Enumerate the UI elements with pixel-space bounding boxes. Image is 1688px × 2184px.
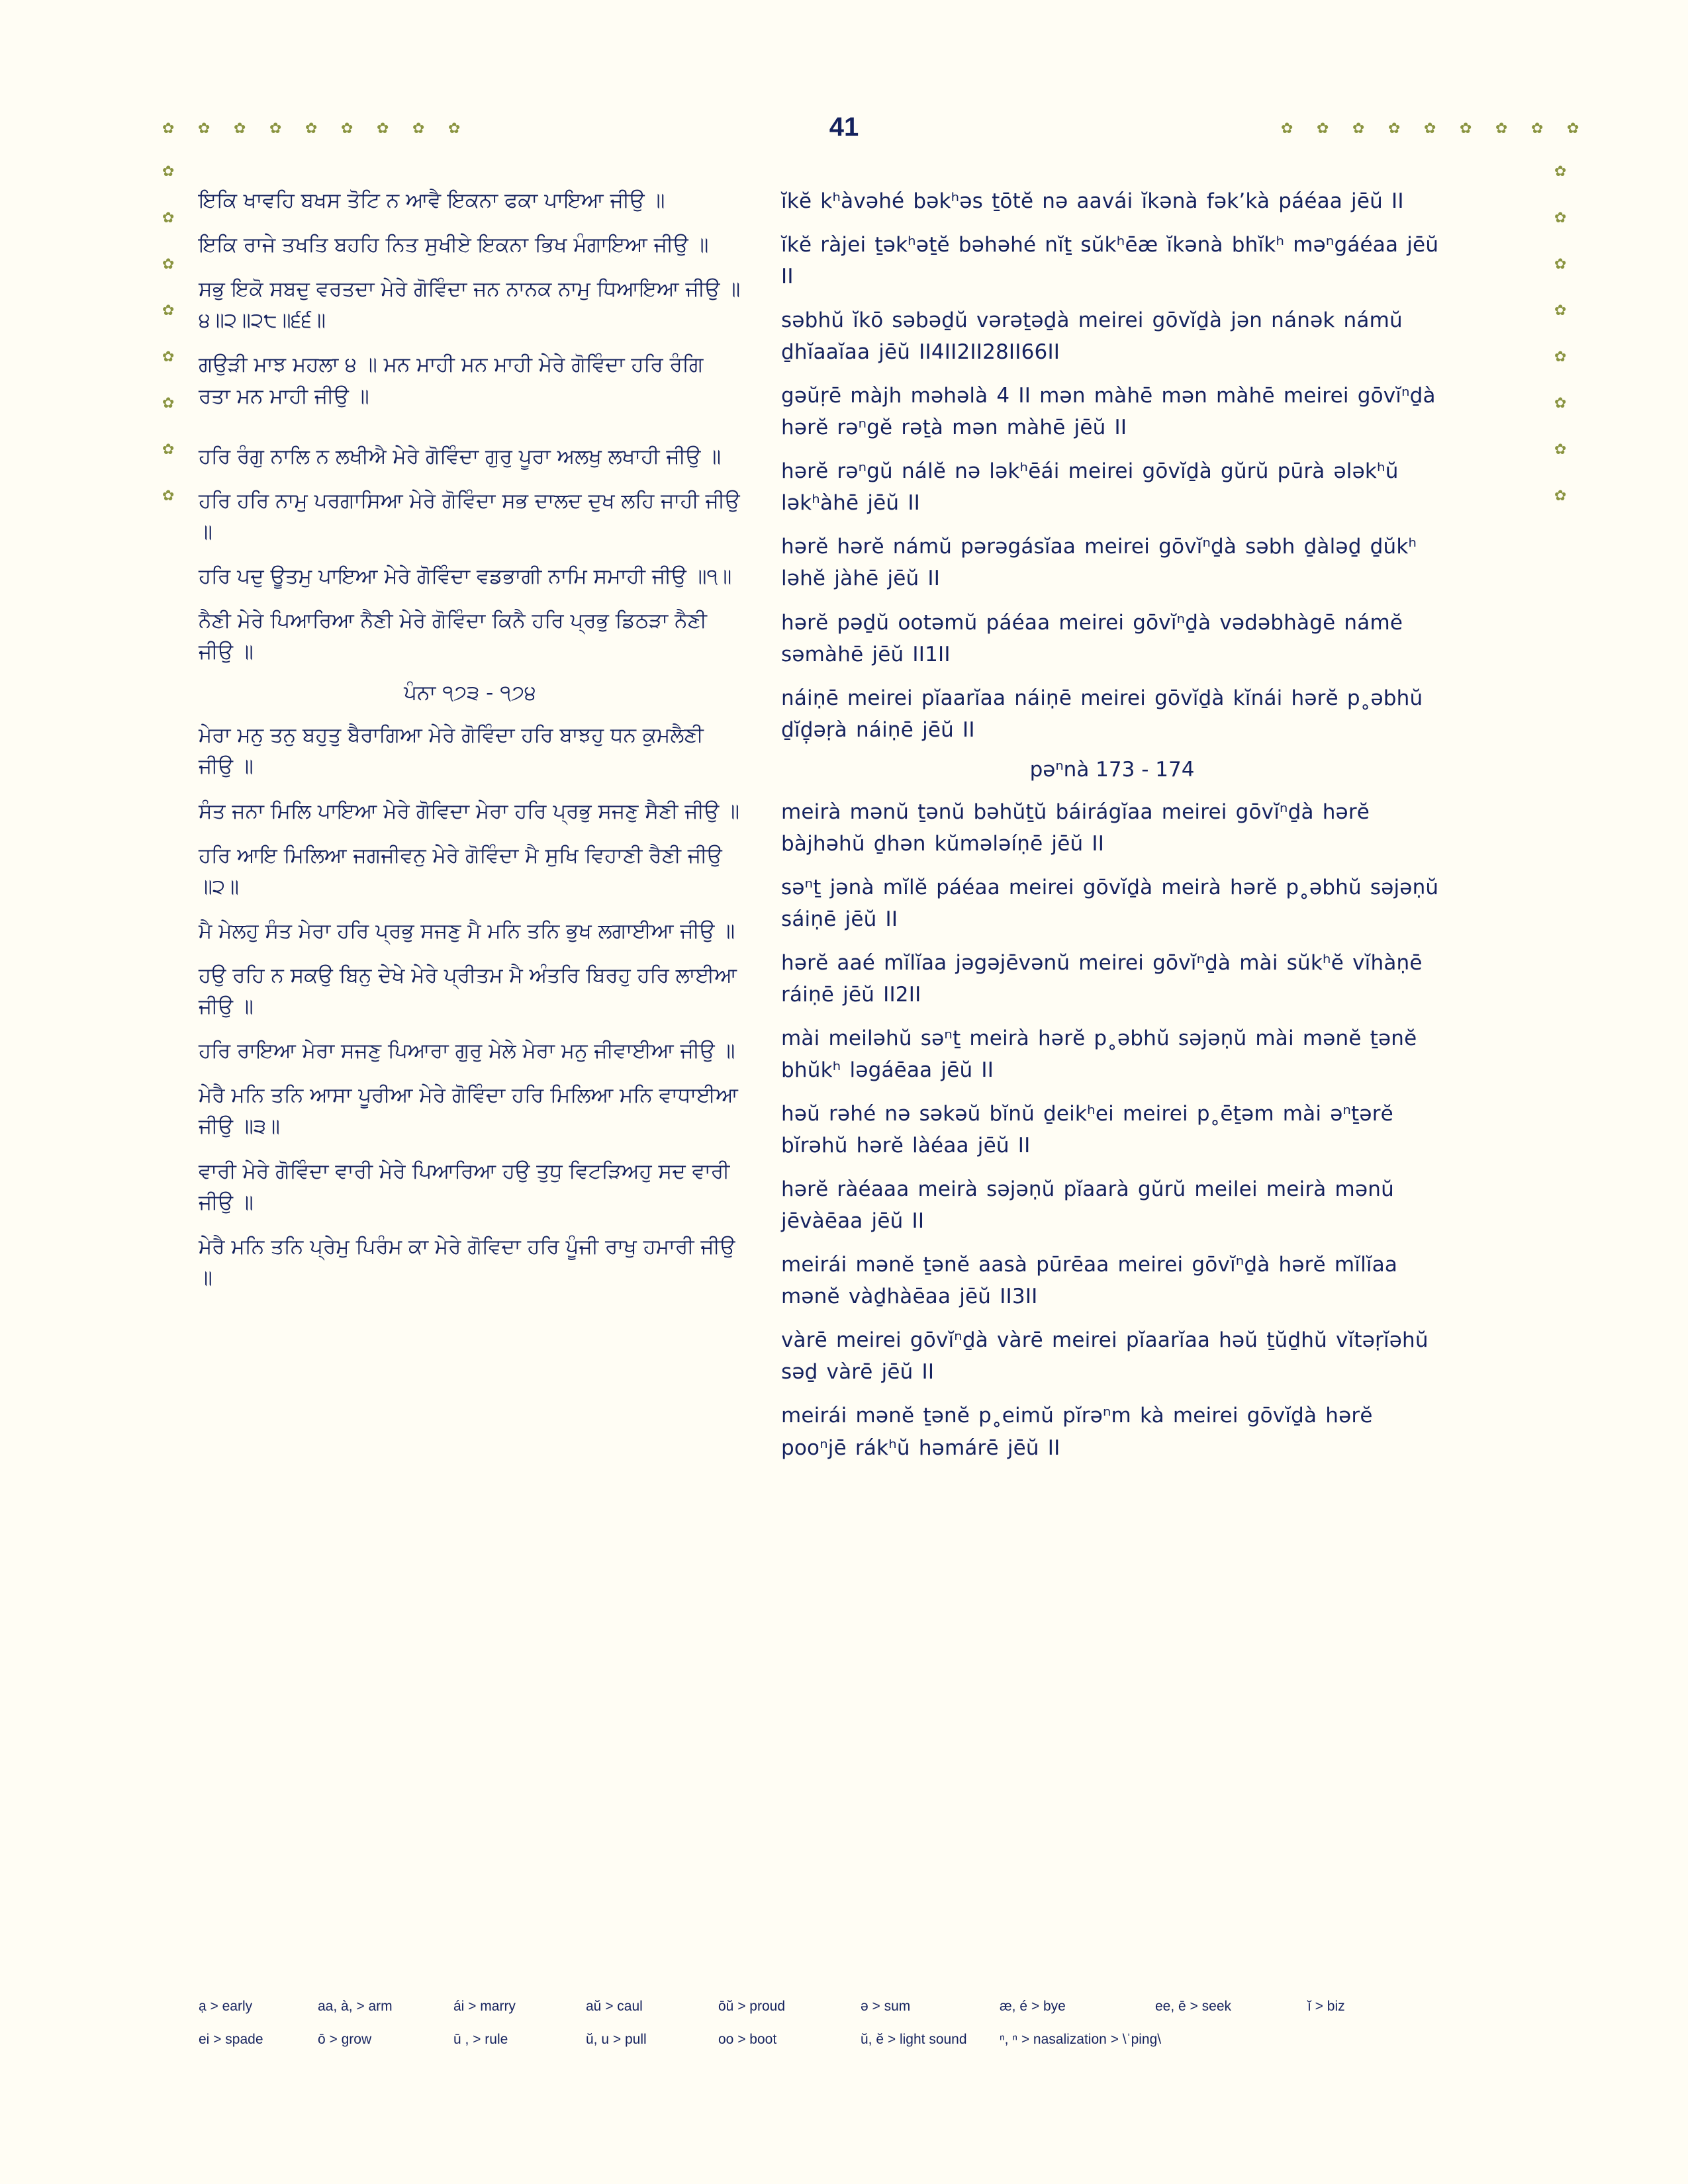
legend-item: ạ > early <box>199 1999 253 2014</box>
legend-item: ŭ, u > pull <box>586 2032 647 2047</box>
flower-icon <box>162 304 174 316</box>
translit-line: ĭkĕ ràjei ṯəkʰəṯĕ bəhəhé nĭṯ sŭkʰēæ ĭkənà bhĭkʰ məⁿgáéaa jēŭ II <box>781 233 1439 289</box>
translit-line: hərĕ hərĕ námŭ pərəgásĭaa meirei gōvĭⁿḏà səbh ḏàləḏ ḏŭkʰ ləhĕ jàhē jēŭ II <box>781 535 1417 591</box>
verse-line: ਹਰਿ ਆਇ ਮਿਲਿਆ ਜਗਜੀਵਨੁ ਮੇਰੇ ਗੋਵਿੰਦਾ ਮੈ ਸੁਖਿ ਵਿਹਾਣੀ ਰੈਣੀ ਜੀਉ ॥੨॥ <box>199 843 722 899</box>
legend-item: ái > marry <box>453 1999 516 2014</box>
flower-icon <box>162 397 174 409</box>
transliteration-text-column <box>781 185 1443 1476</box>
verse-line: ਮੇਰੈ ਮਨਿ ਤਨਿ ਆਸਾ ਪੂਰੀਆ ਮੇਰੇ ਗੋਵਿੰਦਾ ਹਰਿ ਮਿਲਿਆ ਮਨਿ ਵਾਧਾਈਆ ਜੀਉ ॥੩॥ <box>199 1083 738 1139</box>
legend-item: aa, à, > arm <box>318 1999 393 2014</box>
translit-line: náiṇē meirei pĭaarĭaa náiṇē meirei gōvĭḏà kĭnái hərĕ p˳əbhŭ ḏĭḏ̣əṛà náiṇē jēŭ II <box>781 686 1423 742</box>
verse-line: ਸੰਤ ਜਨਾ ਮਿਲਿ ਪਾਇਆ ਮੇਰੇ ਗੋਵਿਦਾ ਮੇਰਾ ਹਰਿ ਪ੍ਰਭੁ ਸਜਣੁ ਸੈਣੀ ਜੀਉ ॥ <box>199 799 740 823</box>
verse-line: ਹਰਿ ਹਰਿ ਨਾਮੁ ਪਰਗਾਸਿਆ ਮੇਰੇ ਗੋਵਿੰਦਾ ਸਭ ਦਾਲਦ ਦੁਖ ਲਹਿ ਜਾਹੀ ਜੀਉ ॥ <box>199 488 740 544</box>
gurmukhi-text-column <box>199 185 741 1307</box>
verse-line: ਮੈ ਮੇਲਹੁ ਸੰਤ ਮੇਰਾ ਹਰਿ ਪ੍ਰਭੁ ਸਜਣੁ ਮੈ ਮਨਿ ਤਨਿ ਭੁਖ ਲਗਾਈਆ ਜੀਉ ॥ <box>199 919 735 943</box>
legend-item: ōŭ > proud <box>718 1999 786 2014</box>
verse-line: ਹਉ ਰਹਿ ਨ ਸਕਉ ਬਿਨੁ ਦੇਖੇ ਮੇਰੇ ਪ੍ਰੀਤਮ ਮੈ ਅੰਤਰਿ ਬਿਰਹੁ ਹਰਿ ਲਾਈਆ ਜੀਉ ॥ <box>199 963 737 1019</box>
translit-line: ĭkĕ kʰàvəhé bəkʰəs ṯōtĕ nə aavái ĭkənà fək’kà páéaa jēŭ II <box>781 189 1404 213</box>
decorative-flower-column-left <box>162 165 174 502</box>
legend-item: ū , > rule <box>453 2032 508 2047</box>
flower-icon <box>162 212 174 224</box>
verse-line: ਹਰਿ ਰਾਇਆ ਮੇਰਾ ਸਜਣੁ ਪਿਆਰਾ ਗੁਰੁ ਮੇਲੇ ਮੇਰਾ ਮਨੁ ਜੀਵਾਈਆ ਜੀਉ ॥ <box>199 1039 735 1064</box>
verse-line: ਨੈਣੀ ਮੇਰੇ ਪਿਆਰਿਆ ਨੈਣੀ ਮੇਰੇ ਗੋਵਿੰਦਾ ਕਿਨੈ ਹਰਿ ਪ੍ਰਭੁ ਡਿਠੜਾ ਨੈਣੀ ਜੀਉ ॥ <box>199 609 707 664</box>
flower-icon <box>1554 490 1566 502</box>
flower-icon <box>162 258 174 270</box>
verse-line: ਵਾਰੀ ਮੇਰੇ ਗੋਵਿੰਦਾ ਵਾਰੀ ਮੇਰੇ ਪਿਆਰਿਆ ਹਉ ਤੁਧੁ ਵਿਟੜਿਅਹੁ ਸਦ ਵਾਰੀ ਜੀਉ ॥ <box>199 1159 730 1214</box>
flower-icon <box>162 165 174 177</box>
translit-line: hərĕ ràéaaa meirà səjəṇŭ pĭaarà gŭrŭ meilei meirà mənŭ jēvàēaa jēŭ II <box>781 1177 1394 1234</box>
verse-line: ਮੇਰਾ ਮਨੁ ਤਨੁ ਬਹੁਤੁ ਬੈਰਾਗਿਆ ਮੇਰੇ ਗੋਵਿੰਦਾ ਹਰਿ ਬਾਝਹੁ ਧਨ ਕੁਮਲੈਣੀ ਜੀਉ ॥ <box>199 723 704 779</box>
page-marker-transliteration: pəⁿnà 173 - 174 <box>1029 757 1195 782</box>
legend-item: æ, é > bye <box>1000 1999 1066 2014</box>
flower-icon <box>1554 212 1566 224</box>
translit-line: həŭ rəhé nə səkəŭ bĭnŭ ḏeikʰei meirei p˳ēṯəm mài əⁿṯərĕ bĭrəhŭ hərĕ làéaa jēŭ II <box>781 1102 1393 1158</box>
translit-line: meirái mənĕ ṯənĕ p˳eimŭ pĭrəⁿm kà meirei gōvĭḏà hərĕ pooⁿjē rákʰŭ həmárē jēŭ II <box>781 1404 1373 1460</box>
legend-item: oo > boot <box>718 2032 777 2047</box>
legend-item: ei > spade <box>199 2032 263 2047</box>
pronunciation-legend <box>199 1999 1489 2065</box>
flower-icon <box>1554 443 1566 455</box>
translit-line: səbhŭ ĭkō səbəḏŭ vərəṯəḏà meirei gōvĭḏà jən nánək námŭ ḏhĭaaĭaa jēŭ II4II2II28II66II <box>781 308 1403 365</box>
legend-item: ŭ, ĕ > light sound <box>861 2032 967 2047</box>
flower-icon <box>1554 351 1566 363</box>
legend-row-1 <box>199 1999 1489 2015</box>
translit-line: mài meiləhŭ səⁿṯ meirà hərĕ p˳əbhŭ səjəṇŭ mài mənĕ ṯənĕ bhŭkʰ ləgáēaa jēŭ II <box>781 1026 1417 1083</box>
flower-icon <box>162 490 174 502</box>
legend-item: ə > sum <box>861 1999 911 2014</box>
legend-row-2 <box>199 2032 1489 2048</box>
verse-line: ਮੇਰੈ ਮਨਿ ਤਨਿ ਪ੍ਰੇਮੁ ਪਿਰੰਮ ਕਾ ਮੇਰੇ ਗੋਵਿਦਾ ਹਰਿ ਪੂੰਜੀ ਰਾਖੁ ਹਮਾਰੀ ਜੀਉ ॥ <box>199 1234 735 1290</box>
legend-item: ō > grow <box>318 2032 372 2047</box>
legend-item: ee, ē > seek <box>1155 1999 1231 2014</box>
legend-item: ⁿ, ⁿ > nasalization > \ˈping\ <box>1000 2032 1162 2047</box>
decorative-flower-column-right <box>1554 165 1566 502</box>
translit-line: hərĕ aaé mĭlĭaa jəgəjēvənŭ meirei gōvĭⁿḏà mài sŭkʰĕ vĭhàṇē ráiṇē jēŭ II2II <box>781 950 1423 1007</box>
flower-icon <box>162 443 174 455</box>
verse-line: ਇਕਿ ਖਾਵਹਿ ਬਖਸ ਤੋਟਿ ਨ ਆਵੈ ਇਕਨਾ ਫਕਾ ਪਾਇਆ ਜੀਉ ॥ <box>199 189 665 212</box>
translit-line: gəŭṛē màjh məhəlà 4 II mən màhē mən màhē meirei gōvĭⁿḏà hərĕ rəⁿgĕ rəṯà mən màhē jēŭ II <box>781 384 1436 440</box>
flower-icon <box>1554 258 1566 270</box>
legend-item: ĭ > biz <box>1307 1999 1345 2014</box>
translit-line: səⁿṯ jənà mĭlĕ páéaa meirei gōvĭḏà meirà hərĕ p˳əbhŭ səjəṇŭ sáiṇē jēŭ II <box>781 875 1439 931</box>
flower-icon <box>1554 165 1566 177</box>
translit-line: vàrē meirei gōvĭⁿḏà vàrē meirei pĭaarĭaa həŭ ṯŭḏhŭ vĭtəṛĭəhŭ səḏ vàrē jēŭ II <box>781 1328 1429 1385</box>
verse-line: ਗਉੜੀ ਮਾਝ ਮਹਲਾ ੪ ॥ ਮਨ ਮਾਹੀ ਮਨ ਮਾਹੀ ਮੇਰੇ ਗੋਵਿੰਦਾ ਹਰਿ ਰੰਗਿ ਰਤਾ ਮਨ ਮਾਹੀ ਜੀਉ ॥ <box>199 353 704 408</box>
translit-line: hərĕ pəḏŭ ootəmŭ páéaa meirei gōvĭⁿḏà vədəbhàgē námĕ səmàhē jēŭ II1II <box>781 610 1403 666</box>
translit-line: meirà mənŭ ṯənŭ bəhŭṯŭ báirágĭaa meirei gōvĭⁿḏà hərĕ bàjhəhŭ ḏhən kŭmələíṇē jēŭ II <box>781 799 1370 856</box>
verse-line: ਹਰਿ ਰੰਗੁ ਨਾਲਿ ਨ ਲਖੀਐ ਮੇਰੇ ਗੋਵਿੰਦਾ ਗੁਰੁ ਪੂਰਾ ਅਲਖੁ ਲਖਾਹੀ ਜੀਉ ॥ <box>199 444 722 469</box>
flower-icon <box>1554 397 1566 409</box>
page-marker-gurmukhi: ਪੰਨਾ ੧੭੩ - ੧੭੪ <box>404 681 536 705</box>
verse-line: ਇਕਿ ਰਾਜੇ ਤਖਤਿ ਬਹਹਿ ਨਿਤ ਸੁਖੀਏ ਇਕਨਾ ਭਿਖ ਮੰਗਾਇਆ ਜੀਉ ॥ <box>199 233 709 257</box>
flower-icon <box>1554 304 1566 316</box>
translit-line: hərĕ rəⁿgŭ nálĕ nə ləkʰēái meirei gōvĭḏà gŭrŭ pūrà ələkʰŭ ləkʰàhē jēŭ II <box>781 459 1399 516</box>
flower-icon <box>162 351 174 363</box>
translit-line: meirái mənĕ ṯənĕ aasà pūrēaa meirei gōvĭⁿḏà hərĕ mĭlĭaa mənĕ vàḏhàēaa jēŭ II3II <box>781 1253 1398 1309</box>
verse-line: ਹਰਿ ਪਦੁ ਊਤਮੁ ਪਾਇਆ ਮੇਰੇ ਗੋਵਿੰਦਾ ਵਡਭਾਗੀ ਨਾਮਿ ਸਮਾਹੀ ਜੀਉ ॥੧॥ <box>199 564 732 588</box>
page-number: 41 <box>829 113 859 142</box>
verse-line: ਸਭੁ ਇਕੋ ਸਬਦੁ ਵਰਤਦਾ ਮੇਰੇ ਗੋਵਿੰਦਾ ਜਨ ਨਾਨਕ ਨਾਮੁ ਧਿਆਇਆ ਜੀਉ ॥੪॥੨॥੨੮॥੬੬॥ <box>199 277 741 333</box>
legend-item: aŭ > caul <box>586 1999 643 2014</box>
